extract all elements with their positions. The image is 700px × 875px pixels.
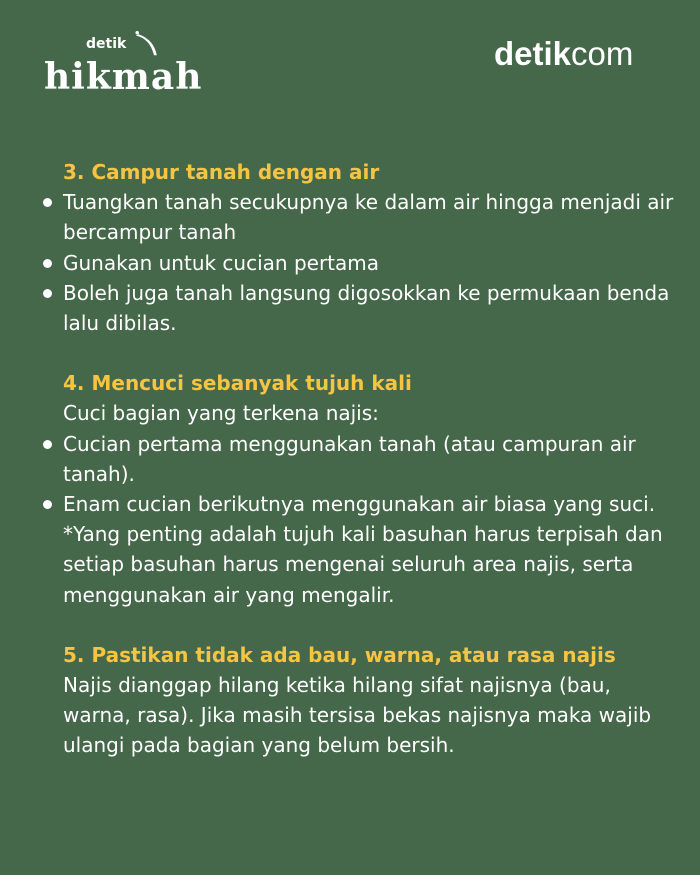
- detik-hikmah-logo: [44, 30, 203, 102]
- logo-light: com: [571, 35, 634, 72]
- mosque-dome-icon: [132, 30, 162, 58]
- logo-big-text: hikmah: [44, 56, 203, 98]
- section-4-list: [63, 429, 683, 610]
- list-item: Cucian pertama menggunakan tanah (atau campuran air tanah).: [63, 429, 683, 489]
- section-5-paragraph: Najis dianggap hilang ketika hilang sifat najisnya (bau, warna, rasa). Jika masih tersisa bekas najisnya maka wajib ulangi pada bagian yang belum bersih.: [63, 673, 652, 758]
- section-3-title: 3. Campur tanah dengan air: [63, 160, 380, 184]
- content: [63, 157, 683, 761]
- list-item: Tuangkan tanah secukupnya ke dalam air hingga menjadi air bercampur tanah: [63, 187, 683, 247]
- logo-small-text: detik: [86, 36, 127, 52]
- logo-bold: detik: [494, 35, 572, 72]
- section-5-title: 5. Pastikan tidak ada bau, warna, atau rasa najis: [63, 642, 616, 667]
- section-3-list: [63, 187, 683, 338]
- detikcom-logo: [494, 34, 633, 74]
- list-item: Enam cucian berikutnya menggunakan air biasa yang suci. *Yang penting adalah tujuh kali basuhan harus terpisah dan setiap basuhan harus mengenai seluruh area najis, serta menggunakan air yang mengalir.: [63, 489, 683, 610]
- list-item: Boleh juga tanah langsung digosokkan ke permukaan benda lalu dibilas.: [63, 278, 683, 338]
- section-4-intro: Cuci bagian yang terkena najis:: [63, 401, 379, 426]
- section-4-title: 4. Mencuci sebanyak tujuh kali: [63, 371, 412, 396]
- list-item: Gunakan untuk cucian pertama: [63, 248, 683, 278]
